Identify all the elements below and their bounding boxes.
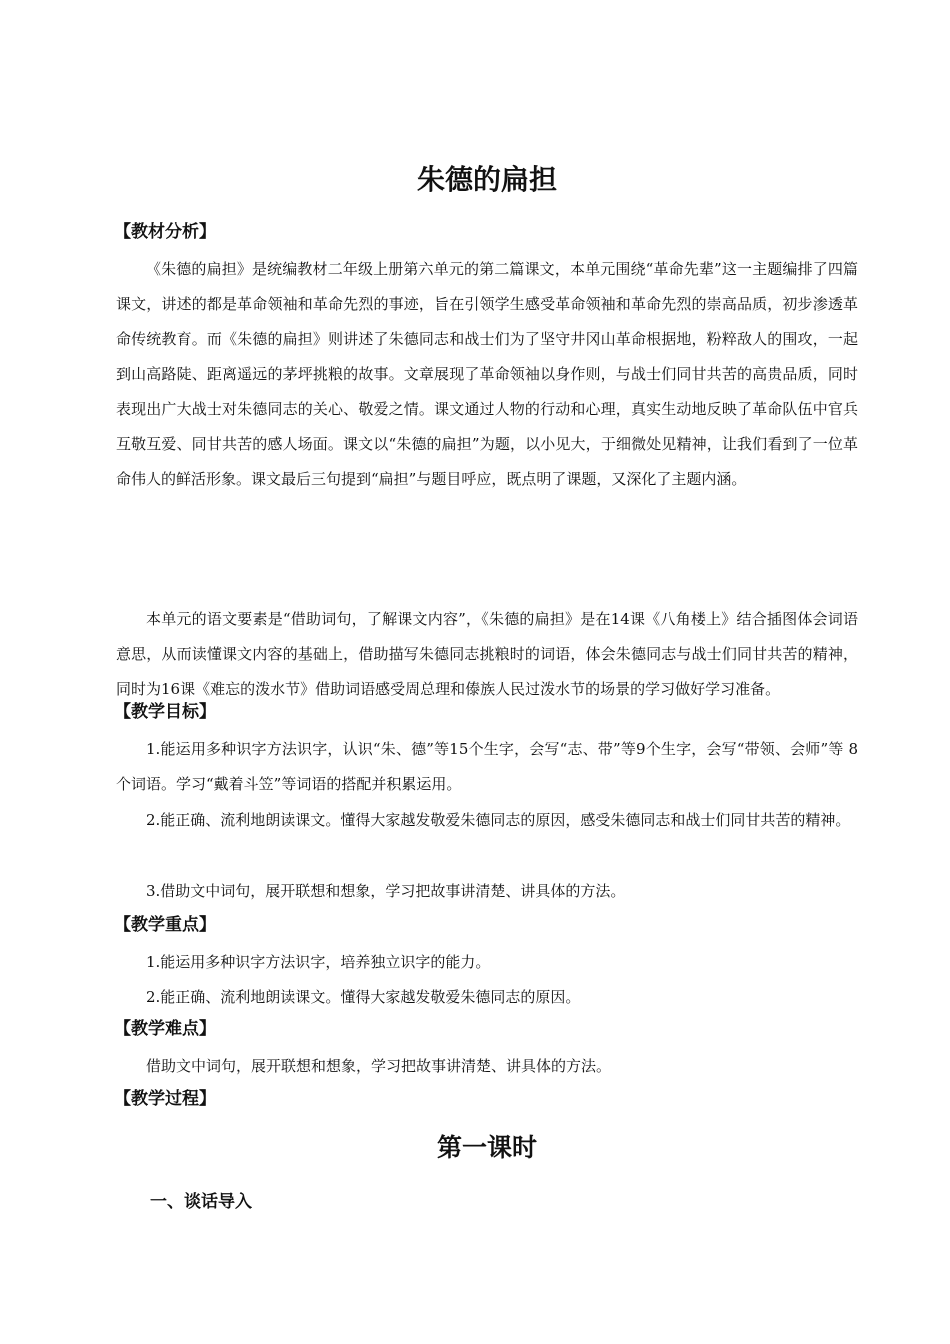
key-point-item-2: 2.能正确、流利地朗读课文。懂得大家越发敬爱朱德同志的原因。 [146, 988, 581, 1006]
goal-item-1: 1.能运用多种识字方法识字，认识“朱、德”等15个生字，会写“志、带”等9个生字，会写“带领、会师”等 8 个词语。学习“戴着斗笠”等词语的搭配并积累运用。 [116, 740, 858, 793]
lesson-title: 第一课时 [436, 1133, 537, 1162]
goal-item-2: 2.能正确、流利地朗读课文。懂得大家越发敬爱朱德同志的原因，感受朱德同志和战士们同甘共苦的精神。 [146, 811, 851, 829]
document-title: 朱德的扁担 [416, 163, 557, 196]
heading-analysis: 【教材分析】 [114, 222, 216, 242]
heading-difficulties: 【教学难点】 [114, 1019, 216, 1039]
analysis-paragraph-2: 本单元的语文要素是“借助词句，了解课文内容”，《朱德的扁担》是在14课《八角楼上》结合插图体会词语意思，从而读懂课文内容的基础上，借助描写朱德同志挑粮时的词语，体会朱德同志与战士们同甘共苦的精神，同时为16课《难忘的泼水节》借助词语感受周总理和傣族人民过泼水节的场景的学习做好学习准备。 [116, 610, 858, 698]
key-point-item-1: 1.能运用多种识字方法识字，培养独立识字的能力。 [146, 953, 491, 971]
difficulty-item-1: 借助文中词句，展开联想和想象，学习把故事讲清楚、讲具体的方法。 [146, 1057, 612, 1075]
heading-key-points: 【教学重点】 [114, 915, 216, 935]
analysis-paragraph-1: 《朱德的扁担》是统编教材二年级上册第六单元的第二篇课文，本单元围绕“革命先辈”这一主题编排了四篇课文，讲述的都是革命领袖和革命先烈的事迹，旨在引领学生感受革命领袖和革命先烈的崇高品质，初步渗透革命传统教育。而《朱德的扁担》则讲述了朱德同志和战士们为了坚守井冈山革命根据地，粉粹敌人的围攻，一起到山高路陡、距离遥远的茅坪挑粮的故事。文章展现了革命领袖以身作则，与战士们同甘共苦的高贵品质，同时表现出广大战士对朱德同志的关心、敬爱之情。课文通过人物的行动和心理，真实生动地反映了革命队伍中官兵互敬互爱、同甘共苦的感人场面。课文以“朱德的扁担”为题，以小见大，于细微处见精神，让我们看到了一位革命伟人的鲜活形象。课文最后三句提到“扁担”与题目呼应，既点明了课题，又深化了主题内涵。 [116, 260, 858, 488]
goal-item-3: 3.借助文中词句，展开联想和想象，学习把故事讲清楚、讲具体的方法。 [146, 882, 626, 900]
subsection-intro: 一、谈话导入 [150, 1192, 252, 1212]
heading-goals: 【教学目标】 [114, 702, 216, 722]
heading-process: 【教学过程】 [114, 1089, 216, 1109]
